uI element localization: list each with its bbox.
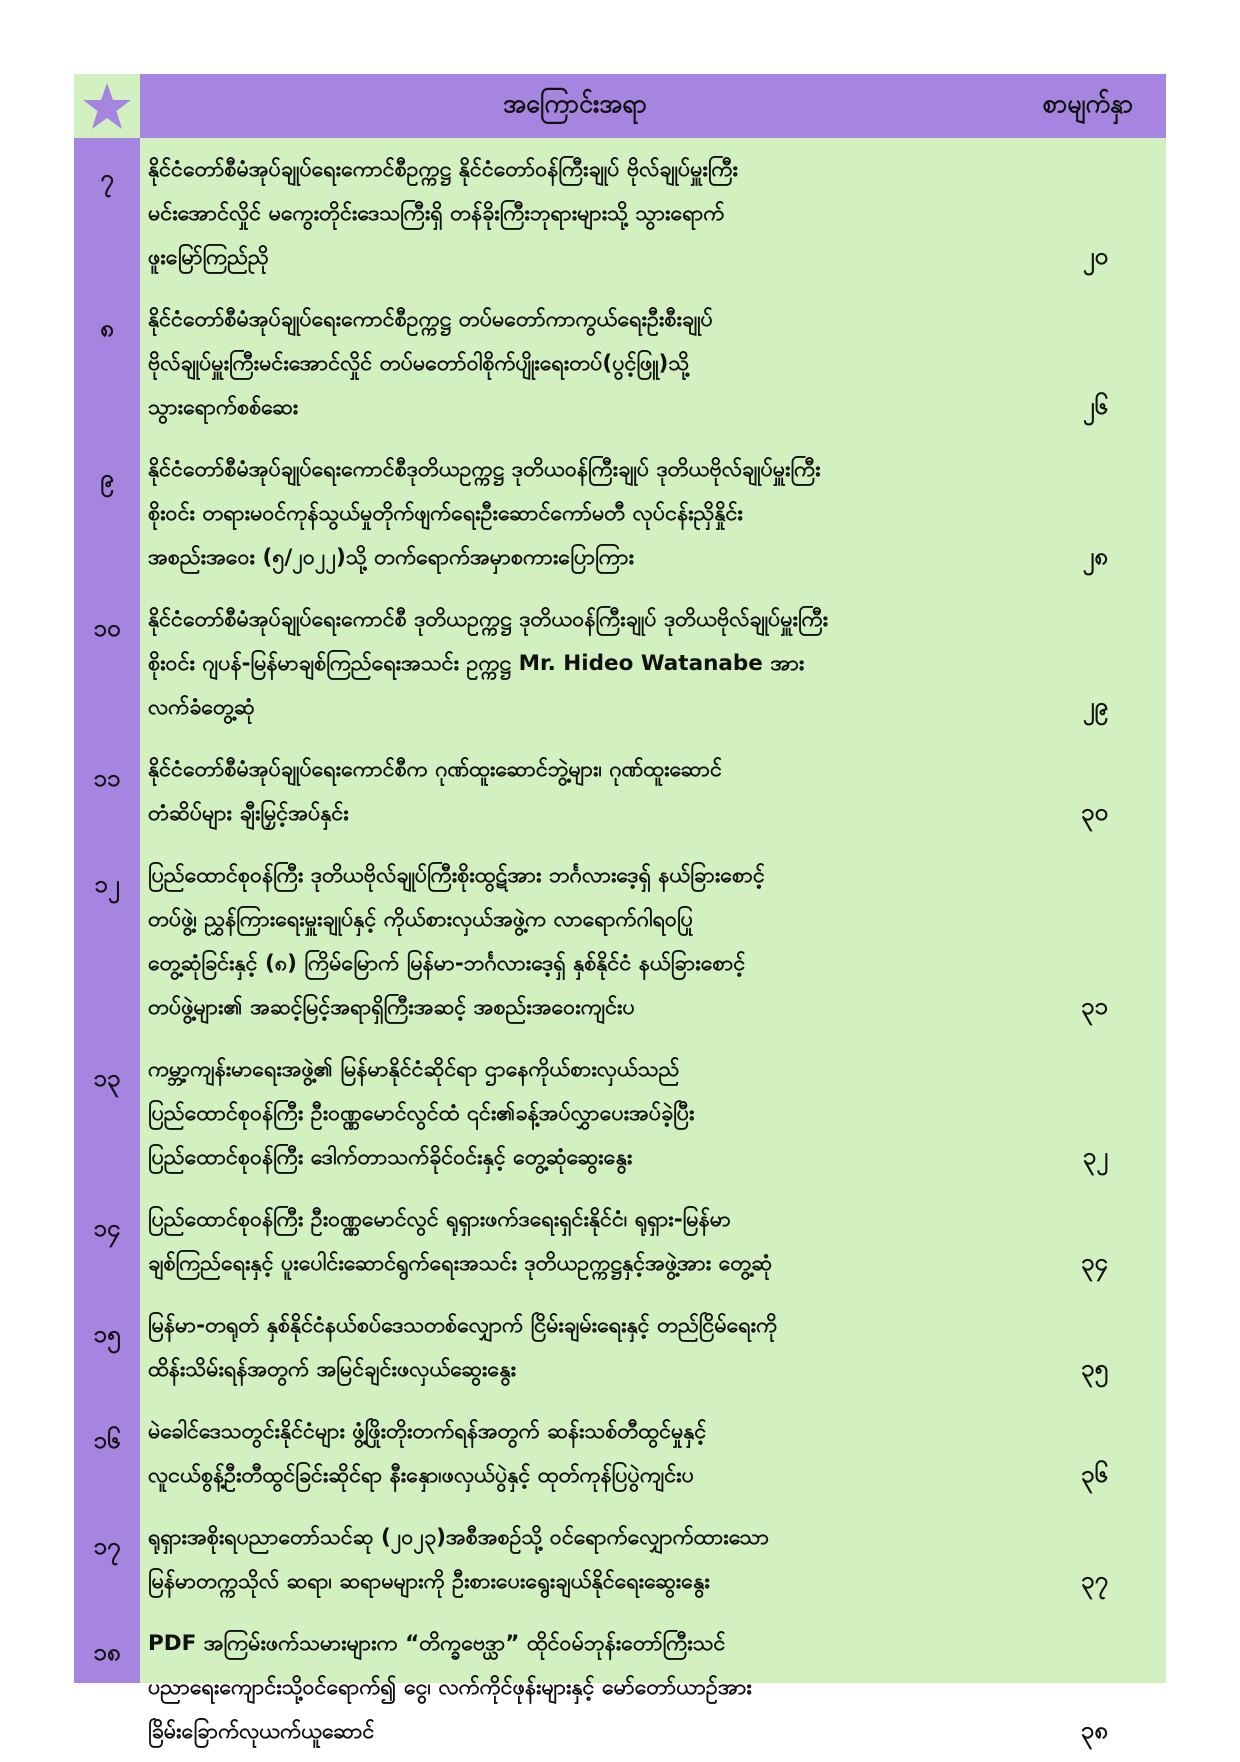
entry-number: ၁၀ xyxy=(93,614,121,642)
toc-entry[interactable] xyxy=(74,1612,1166,1762)
entry-number: ၁၂ xyxy=(94,870,120,898)
toc-entry[interactable] xyxy=(74,1506,1166,1612)
entry-page: ၂၀ xyxy=(1082,242,1108,270)
table-of-contents xyxy=(74,74,1166,1744)
entry-title: နိုင်ငံတော်စီမံအုပ်ချုပ်ရေးကောင်စီက ဂုဏ်ထူးဆောင်ဘွဲ့များ၊ ဂုဏ်ထူးဆောင် တံဆိပ်များ ချီးမြှင့်အပ်နှင်း xyxy=(148,757,722,826)
entry-title: မဲခေါင်ဒေသတွင်းနိုင်ငံများ ဖွံ့ဖြိုးတိုးတက်ရန်အတွက် ဆန်းသစ်တီထွင်မှုနှင့် လူငယ်စွန့်ဦးတီထွင်ခြင်းဆိုင်ရာ နီးနှော၊ဖလှယ်ပွဲနှင့် ထုတ်ကုန်ပြပွဲကျင်းပ xyxy=(148,1419,707,1488)
entry-title: နိုင်ငံတော်စီမံအုပ်ချုပ်ရေးကောင်စီဥက္ကဋ္ဌ တပ်မတော်ကာကွယ်ရေးဦးစီးချုပ် ဗိုလ်ချုပ်မှူးကြီးမင်းအောင်လှိုင် တပ်မတော်ဝါစိုက်ပျိုးရေးတပ်(ပွင့်ဖြူ)သို့ သွားရောက်စစ်ဆေး xyxy=(148,307,713,420)
entry-title: ပြည်ထောင်စုဝန်ကြီး ဒုတိယဗိုလ်ချုပ်ကြီးစိုးထွဋ်အား ဘင်္ဂလားဒေ့ရှ် နယ်ခြားစောင့် တပ်ဖွဲ့၊ ညွှန်ကြားရေးမှူးချုပ်နှင့် ကိုယ်စားလှယ်အဖွဲ့က လာရောက်ဂါရဝပြု တွေ့ဆုံခြင်းနှင့် (၈) ကြိမ်မြောက် မြန်မာ-ဘင်္ဂလားဒေ့ရှ် နှစ်နိုင်ငံ နယ်ခြားစောင့် တပ်ဖွဲ့များ၏ အဆင့်မြင့်အရာရှိကြီးအဆင့် အစည်းအဝေးကျင်းပ xyxy=(148,863,765,1020)
toc-entry[interactable] xyxy=(74,138,1166,288)
toc-header xyxy=(74,74,1166,138)
entry-number: ၁၇ xyxy=(93,1532,121,1560)
header-page-label: စာမျက်နှာ xyxy=(1042,88,1134,118)
entry-number: ၁၃ xyxy=(93,1064,121,1092)
entry-title: ပြည်ထောင်စုဝန်ကြီး ဦးဝဏ္ဏမောင်လွင် ရုရှားဖက်ဒရေးရှင်းနိုင်ငံ၊ ရုရှား-မြန်မာ ချစ်ကြည်ရေးနှင့် ပူးပေါင်းဆောင်ရွက်ရေးအသင်း ဒုတိယဥက္ကဋ္ဌနှင့်အဖွဲ့အား တွေ့ဆုံ xyxy=(148,1207,773,1276)
entry-page: ၂၆ xyxy=(1082,392,1108,420)
entry-page: ၃၆ xyxy=(1081,1460,1108,1488)
entry-title: နိုင်ငံတော်စီမံအုပ်ချုပ်ရေးကောင်စီဥက္ကဋ္ဌ နိုင်ငံတော်ဝန်ကြီးချုပ် ဗိုလ်ချုပ်မှူးကြီး မင်းအောင်လှိုင် မကွေးတိုင်းဒေသကြီးရှိ တန်ခိုးကြီးဘုရားများသို့ သွားရောက် ဖူးမြော်ကြည်ညို xyxy=(148,157,738,270)
toc-entry[interactable] xyxy=(74,438,1166,588)
entry-number: ၁၅ xyxy=(93,1320,121,1348)
entry-page: ၃၅ xyxy=(1081,1354,1108,1382)
entry-number: ၈ xyxy=(100,314,114,342)
entry-number: ၁၁ xyxy=(93,764,121,792)
toc-entry[interactable] xyxy=(74,844,1166,1038)
toc-entry[interactable] xyxy=(74,1038,1166,1188)
entry-list xyxy=(74,138,1166,1762)
entry-page: ၂၈ xyxy=(1082,542,1108,570)
toc-entry[interactable] xyxy=(74,1188,1166,1294)
star-cell xyxy=(74,74,140,138)
entry-title: PDF အကြမ်းဖက်သမားများက “တိက္ခဗေဒ္ယာ” ထိုင်ဝမ်ဘုန်းတော်ကြီးသင် ပညာရေးကျောင်းသို့ဝင်ရောက်၍ ငွေ၊ လက်ကိုင်ဖုန်းများနှင့် မော်တော်ယာဉ်အား ခြိမ်းခြောက်လုယက်ယူဆောင် xyxy=(148,1631,752,1744)
entry-number: ၁၆ xyxy=(93,1426,121,1454)
entry-page: ၃၇ xyxy=(1081,1566,1108,1594)
entry-title: မြန်မာ-တရုတ် နှစ်နိုင်ငံနယ်စပ်ဒေသတစ်လျှောက် ငြိမ်းချမ်းရေးနှင့် တည်ငြိမ်ရေးကို ထိန်းသိမ်းရန်အတွက် အမြင်ချင်းဖလှယ်ဆွေးနွေး xyxy=(148,1313,778,1382)
entry-page: ၃၂ xyxy=(1082,1142,1108,1170)
toc-entry[interactable] xyxy=(74,738,1166,844)
entry-page: ၃၁ xyxy=(1081,992,1108,1020)
entry-title: နိုင်ငံတော်စီမံအုပ်ချုပ်ရေးကောင်စီဒုတိယဥက္ကဋ္ဌ ဒုတိယဝန်ကြီးချုပ် ဒုတိယဗိုလ်ချုပ်မှူးကြီး စိုးဝင်း တရားမဝင်ကုန်သွယ်မှုတိုက်ဖျက်ရေးဦးဆောင်ကော်မတီ လုပ်ငန်းညှိနှိုင်း အစည်းအဝေး (၅/၂၀၂၂)သို့ တက်ရောက်အမှာစကားပြောကြား xyxy=(148,457,821,570)
entry-page: ၃၄ xyxy=(1081,1248,1108,1276)
star-icon xyxy=(81,81,133,131)
entry-number: ၁၄ xyxy=(93,1214,121,1242)
entry-page: ၃၀ xyxy=(1081,798,1108,826)
entry-number: ၉ xyxy=(100,464,114,492)
entry-number: ၇ xyxy=(100,164,114,192)
entry-title: ကမ္ဘာ့ကျန်းမာရေးအဖွဲ့၏ မြန်မာနိုင်ငံဆိုင်ရာ ဌာနေကိုယ်စားလှယ်သည် ပြည်ထောင်စုဝန်ကြီး ဦးဝဏ္ဏမောင်လွင်ထံ ၎င်း၏ခန့်အပ်လွှာပေးအပ်ခဲ့ပြီး ပြည်ထောင်စုဝန်ကြီး ဒေါက်တာသက်ခိုင်ဝင်းနှင့် တွေ့ဆုံဆွေးနွေး xyxy=(148,1057,695,1170)
toc-entry[interactable] xyxy=(74,1294,1166,1400)
header-title: အကြောင်းအရာ xyxy=(503,88,647,118)
entry-number: ၁၈ xyxy=(93,1638,121,1666)
toc-entry[interactable] xyxy=(74,288,1166,438)
toc-entry[interactable] xyxy=(74,588,1166,738)
entry-title: နိုင်ငံတော်စီမံအုပ်ချုပ်ရေးကောင်စီ ဒုတိယဥက္ကဋ္ဌ ဒုတိယဝန်ကြီးချုပ် ဒုတိယဗိုလ်ချုပ်မှူးကြီး စိုးဝင်း ဂျပန်-မြန်မာချစ်ကြည်ရေးအသင်း ဥက္ကဋ္ဌ Mr. Hideo Watanabe အား လက်ခံတွေ့ဆုံ xyxy=(148,607,829,720)
entry-title: ရုရှားအစိုးရပညာတော်သင်ဆု (၂၀၂၃)အစီအစဉ်သို့ ဝင်ရောက်လျှောက်ထားသော မြန်မာတက္ကသိုလ် ဆရာ၊ ဆရာမများကို ဦးစားပေးရွေးချယ်နိုင်ရေးဆွေးနွေး xyxy=(148,1525,770,1594)
toc-entry[interactable] xyxy=(74,1400,1166,1506)
entry-page: ၂၉ xyxy=(1082,692,1108,720)
entry-page: ၃၈ xyxy=(1080,1716,1108,1744)
